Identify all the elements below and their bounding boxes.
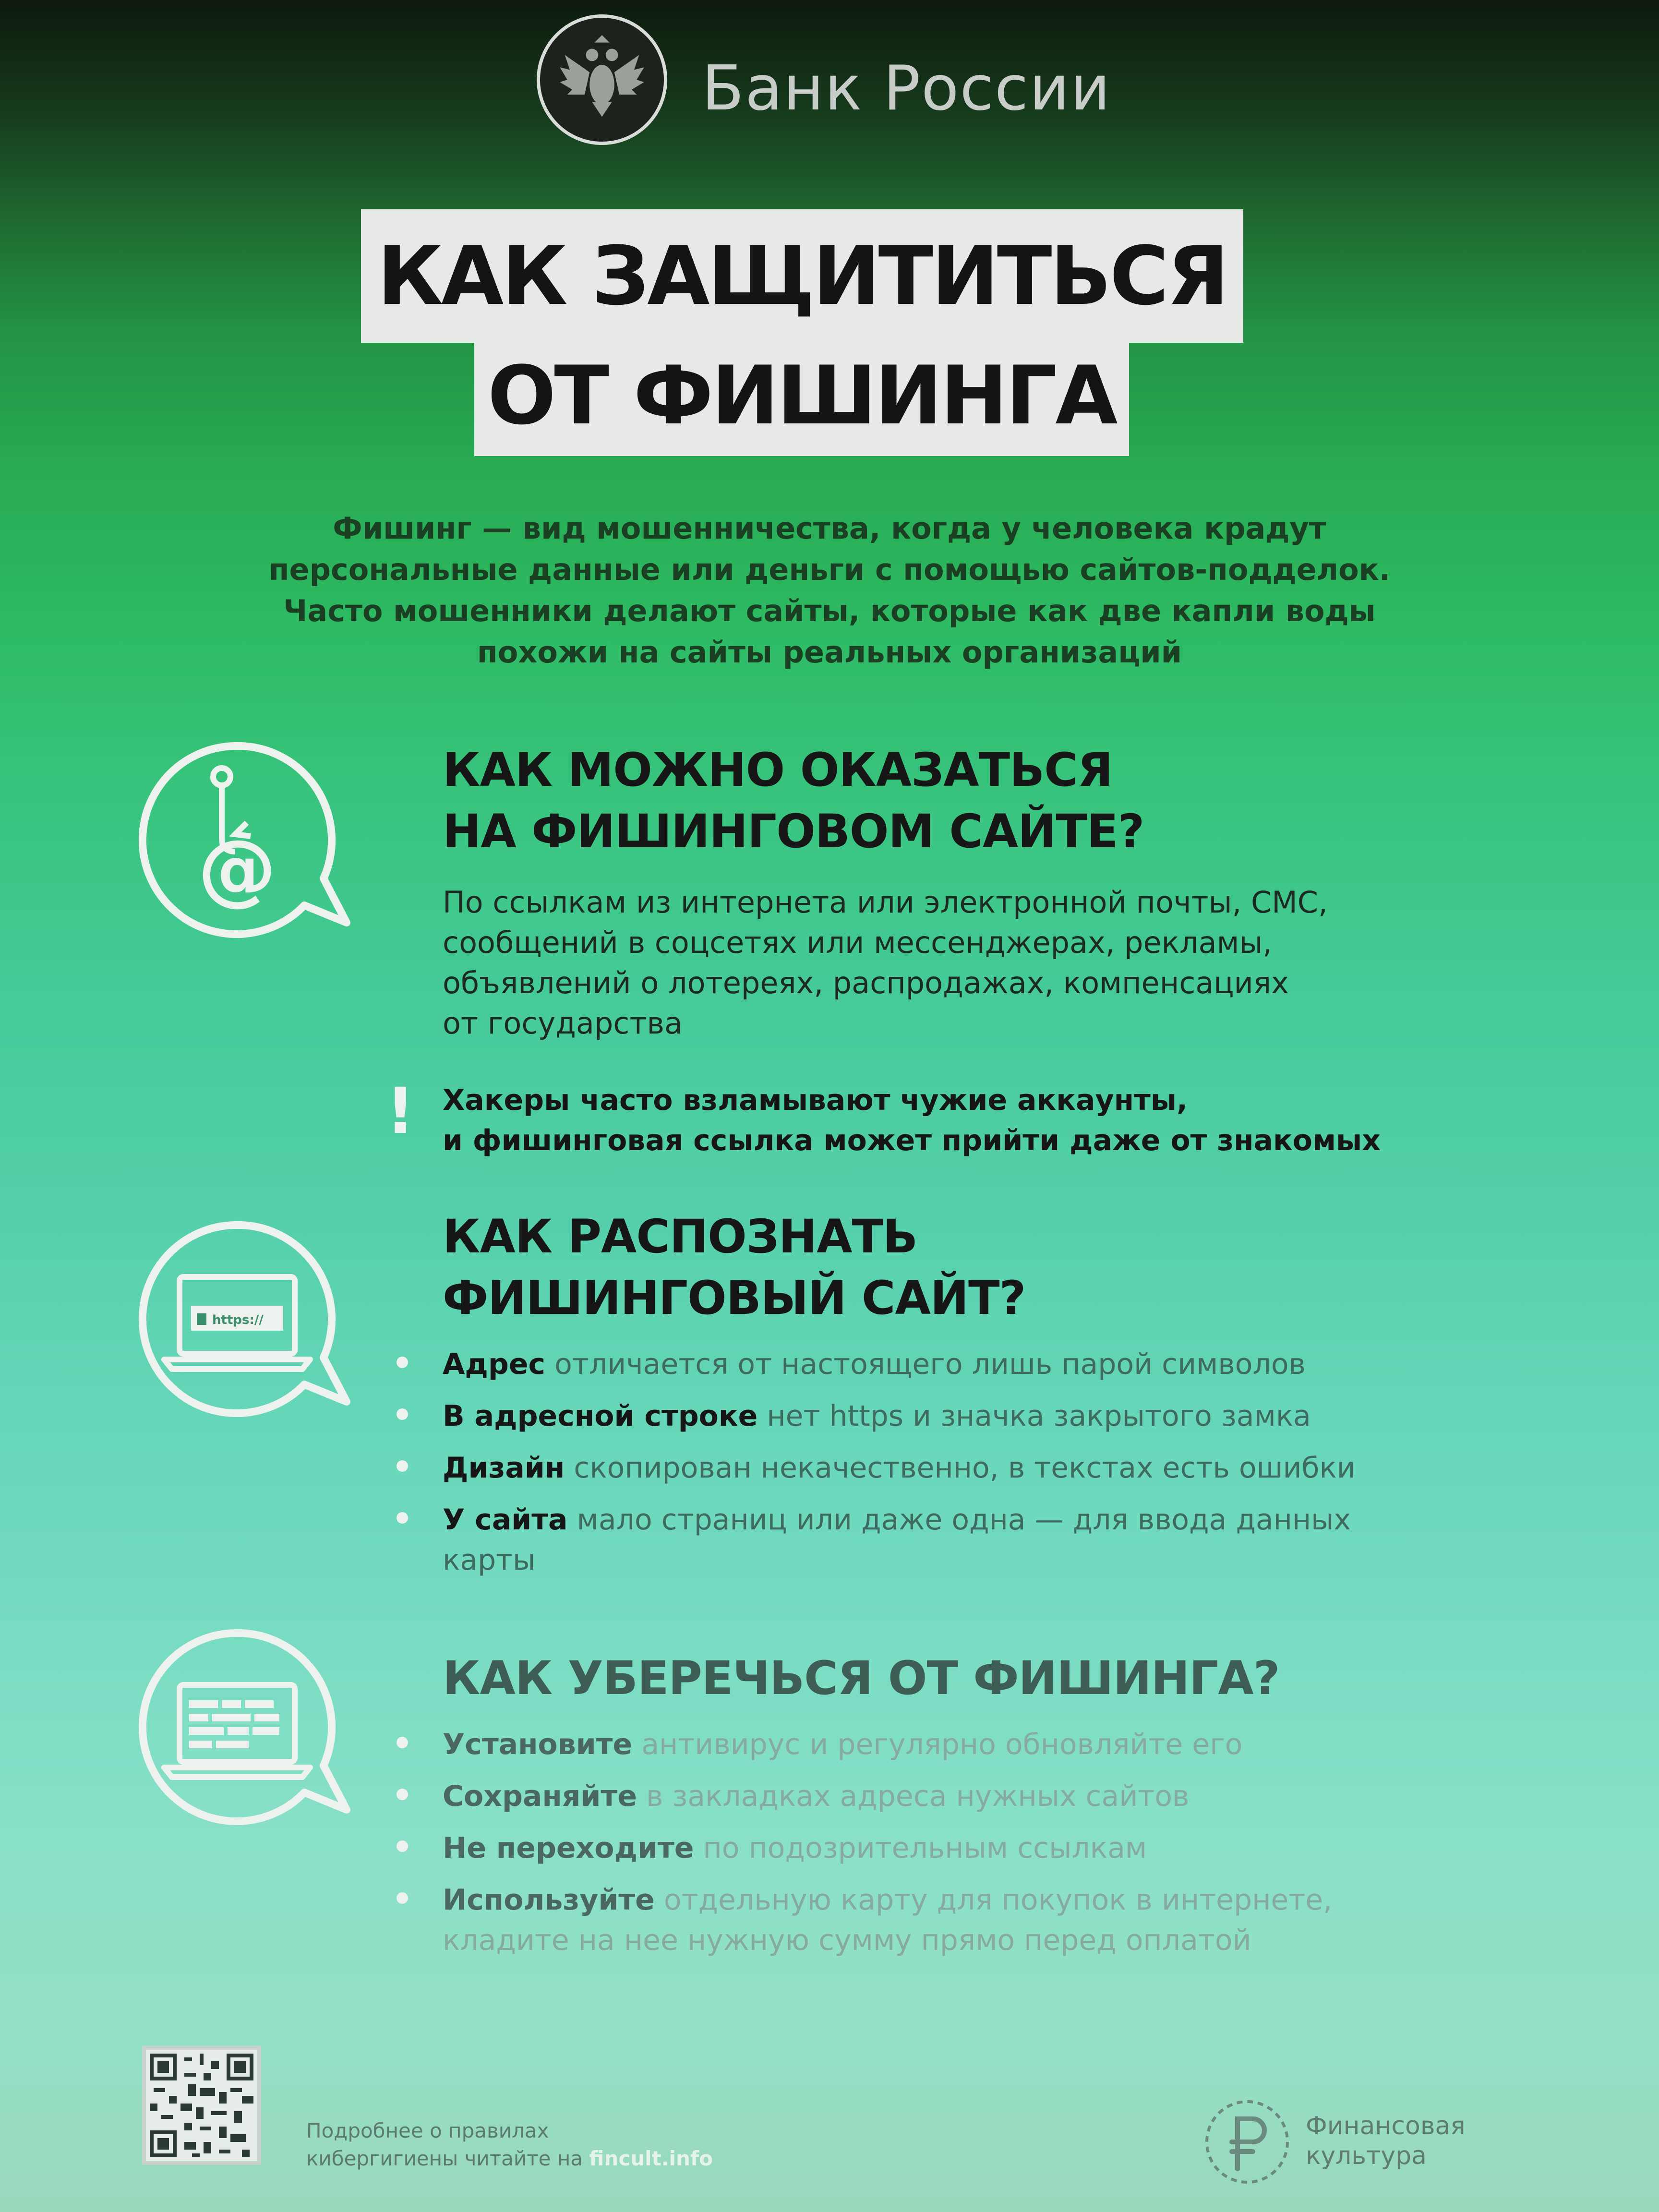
list-item [443, 1880, 1332, 1960]
fin-label-line: культура [1306, 2141, 1427, 2170]
section-text-line: от государства [443, 1006, 683, 1041]
list-item-text: антивирус и регулярно обновляйте его [632, 1728, 1243, 1761]
section-heading-line: КАК МОЖНО ОКАЗАТЬСЯ [443, 743, 1113, 797]
bullet-dot [397, 1512, 408, 1524]
intro-line: Часто мошенники делают сайты, которые как две капли воды [283, 593, 1376, 628]
bullet-dot [397, 1840, 408, 1852]
warning-note [443, 1080, 1381, 1161]
list-item-text: отдельную карту для покупок в интернете, [654, 1883, 1333, 1917]
list-item-bold: Сохраняйте [443, 1779, 637, 1813]
list-item-text: кладите на нее нужную сумму прямо перед оплатой [443, 1923, 1251, 1957]
recognize-list [443, 1344, 1356, 1592]
hook-at-sign-icon [130, 734, 360, 955]
list-item [443, 1448, 1356, 1488]
bank-name: Банк России [702, 53, 1111, 124]
qr-code-icon[interactable] [142, 2046, 261, 2165]
list-item-text: по подозрительным ссылкам [694, 1831, 1147, 1865]
bullet-dot [397, 1460, 408, 1472]
page-title-line-2: ОТ ФИШИНГА [474, 340, 1129, 456]
list-item-bold: Используйте [443, 1883, 655, 1917]
list-item-bold: Не переходите [443, 1831, 694, 1865]
bullet-dot [397, 1789, 408, 1800]
list-item-bold: Адрес [443, 1347, 546, 1381]
laptop-https-icon [130, 1214, 360, 1434]
section-text-line: объявлений о лотереях, распродажах, компенсациях [443, 965, 1289, 1000]
list-item-text: скопирован некачественно, в текстах есть ошибки [565, 1451, 1356, 1485]
section-text-line: сообщений в соцсетях или мессенджерах, рекламы, [443, 925, 1273, 960]
footer-line-text: кибергигиены читайте на [306, 2147, 589, 2170]
list-item [443, 1724, 1332, 1765]
section-heading-recognize-phishing-site [443, 1206, 1025, 1329]
list-item [443, 1828, 1332, 1868]
fincult-link[interactable]: fincult.info [589, 2147, 713, 2170]
intro-paragraph [192, 508, 1467, 673]
section-heading-line: КАК РАСПОЗНАТЬ [443, 1210, 918, 1263]
bank-logo [537, 14, 667, 145]
list-item-text: карты [443, 1543, 536, 1577]
section-heading-line: НА ФИШИНГОВОМ САЙТЕ? [443, 805, 1144, 858]
section-heading-protect-from-phishing [443, 1647, 1279, 1709]
list-item-text: отличается от настоящего лишь парой символов [545, 1347, 1306, 1381]
section-heading-line: КАК УБЕРЕЧЬСЯ ОТ ФИШИНГА? [443, 1651, 1280, 1705]
exclamation-icon: ! [386, 1074, 415, 1148]
list-item-text: в закладках адреса нужных сайтов [637, 1779, 1190, 1813]
bullet-dot [397, 1892, 408, 1904]
list-item [443, 1776, 1332, 1816]
bullet-dot [397, 1737, 408, 1748]
footer-line [306, 2145, 713, 2173]
double-headed-eagle-icon [540, 18, 664, 142]
footer-line: Подробнее о правилах [306, 2119, 549, 2142]
list-item-text: нет https и значка закрытого замка [757, 1399, 1311, 1433]
laptop-antivirus-icon [130, 1622, 360, 1842]
bullet-dot [397, 1408, 408, 1420]
intro-line: Фишинг — вид мошенничества, когда у человека крадут [333, 511, 1326, 546]
list-item-bold: Установите [443, 1728, 633, 1761]
list-item [443, 1396, 1356, 1436]
section-heading-line: ФИШИНГОВЫЙ САЙТ? [443, 1271, 1026, 1325]
ruble-circle-icon [1199, 2094, 1295, 2190]
svg-text:@: @ [198, 823, 276, 914]
list-item-bold: Дизайн [443, 1451, 565, 1485]
fin-label-line: Финансовая [1306, 2112, 1466, 2140]
intro-line: похожи на сайты реальных организаций [477, 635, 1182, 670]
list-item-text: мало страниц или даже одна — для ввода данных [567, 1503, 1351, 1537]
bullet-dot [397, 1357, 408, 1368]
financial-culture-label [1306, 2111, 1466, 2171]
section-heading-how-to-get-to-phishing-site [443, 739, 1144, 862]
list-item-bold: В адресной строке [443, 1399, 758, 1433]
warning-line: Хакеры часто взламывают чужие аккаунты, [443, 1083, 1188, 1117]
https-label: https:// [212, 1313, 264, 1327]
section-text [443, 882, 1328, 1044]
section-text-line: По ссылкам из интернета или электронной почты, СМС, [443, 885, 1328, 920]
intro-line: персональные данные или деньги с помощью сайтов-подделок. [268, 552, 1391, 587]
protect-list [443, 1724, 1332, 1972]
footer-note [306, 2117, 713, 2173]
list-item [443, 1344, 1356, 1384]
warning-line: и фишинговая ссылка может прийти даже от знакомых [443, 1124, 1381, 1157]
list-item-bold: У сайта [443, 1503, 568, 1537]
page-title-line-1: КАК ЗАЩИТИТЬСЯ [361, 209, 1243, 343]
list-item [443, 1500, 1356, 1580]
